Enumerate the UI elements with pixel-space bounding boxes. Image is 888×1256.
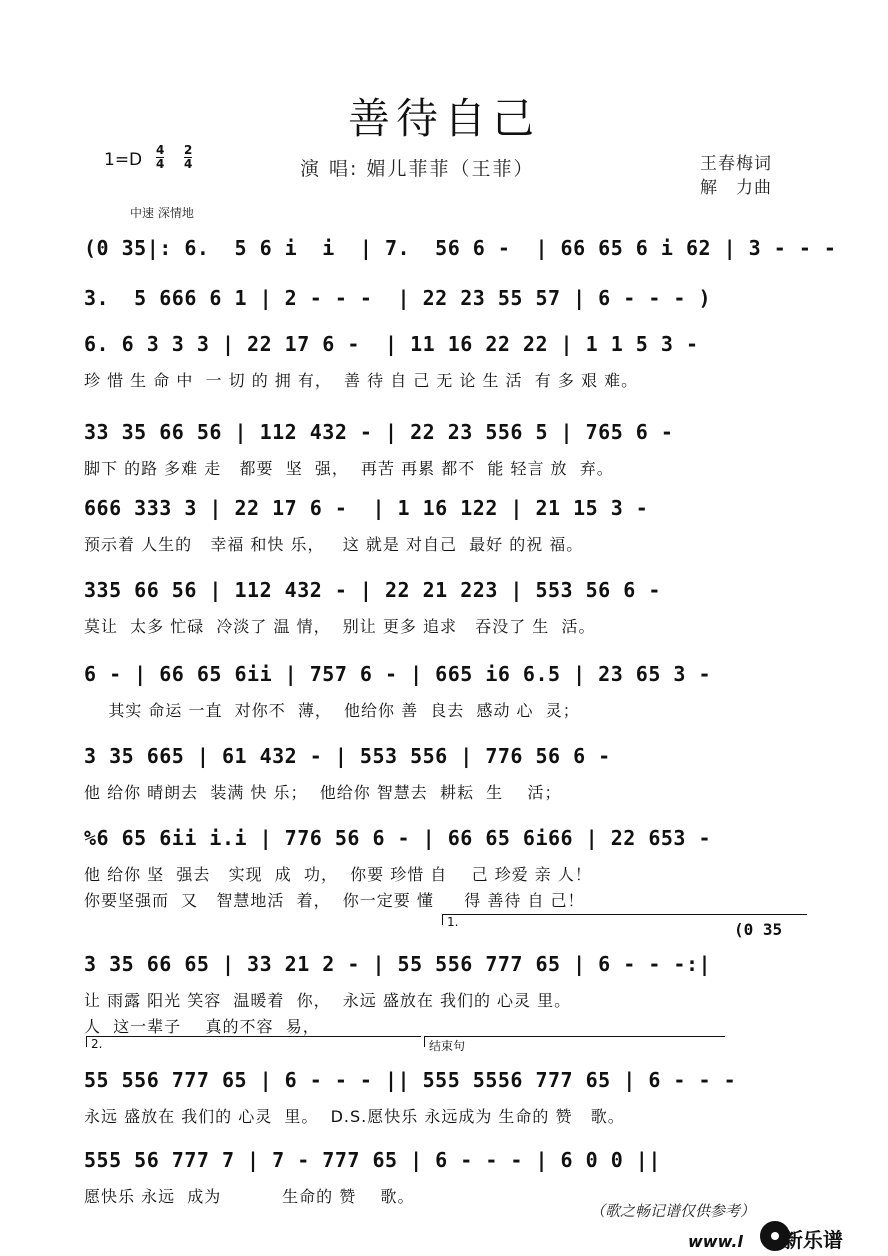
notes: 6. 6 3 3 3 | 22 17 6 - | 11 16 22 22 | 1 1 5 3 - bbox=[84, 332, 699, 356]
notes: 335 66 56 | 112 432 - | 22 21 223 | 553 56 6 - bbox=[84, 578, 661, 602]
key-signature: 1=D bbox=[104, 150, 143, 170]
tempo-marking: 中速 深情地 bbox=[130, 206, 194, 220]
time-signature-1 bbox=[156, 144, 164, 171]
site-url: www.l bbox=[688, 1232, 743, 1251]
lyric-line: 脚下 的路 多难 走 都要 坚 强， 再苦 再累 都不 能 轻言 放 弃。 bbox=[84, 459, 614, 478]
lyric-line: 莫让 太多 忙碌 冷淡了 温 情， 别让 更多 追求 吞没了 生 活。 bbox=[84, 617, 596, 636]
credits bbox=[700, 152, 772, 200]
notes: (0 35|: 6. 5 6 i i | 7. 56 6 - | 66 65 6 i 62 | 3 - - - bbox=[84, 236, 837, 260]
site-logo[interactable] bbox=[688, 1224, 843, 1253]
lyric-line: 其实 命运 一直 对你不 薄， 他给你 善 良去 感动 心 灵； bbox=[84, 701, 580, 720]
notes: 55 556 777 65 | 6 - - - || 555 5556 777 65 | 6 - - - bbox=[84, 1068, 737, 1092]
lyric-line: 愿快乐 永远 成为 生命的 赞 歌。 bbox=[84, 1187, 415, 1206]
notes: %6 65 6ii i.i | 776 56 6 - | 66 65 6i66 | 22 653 - bbox=[84, 826, 712, 850]
lyric-line: 让 雨露 阳光 笑容 温暖着 你， 永远 盛放在 我们的 心灵 里。 bbox=[84, 991, 572, 1010]
notes: 666 333 3 | 22 17 6 - | 1 16 122 | 21 15 3 - bbox=[84, 496, 649, 520]
notes: 555 56 777 7 | 7 - 777 65 | 6 - - - | 6 0 0 || bbox=[84, 1148, 661, 1172]
volta-1: 1. bbox=[442, 914, 807, 925]
meter-bottom: 4 bbox=[156, 157, 165, 171]
lyricist-credit: 王春梅词 bbox=[700, 154, 772, 174]
volta-2: 2. bbox=[86, 1036, 421, 1047]
lyric-line: 珍 惜 生 命 中 一 切 的 拥 有， 善 待 自 己 无 论 生 活 有 多 艰 难。 bbox=[84, 371, 639, 390]
score-row-9 bbox=[84, 818, 806, 928]
notes: 6 - | 66 65 6ii | 757 6 - | 665 i6 6.5 | 23 65 3 - bbox=[84, 662, 712, 686]
lyric-line: 预示着 人生的 幸福 和快 乐， 这 就是 对自己 最好 的祝 福。 bbox=[84, 535, 584, 554]
footer-note: （歌之畅记谱仅供参考） bbox=[590, 1202, 756, 1220]
repeat-pickup: (0 35 bbox=[734, 920, 783, 939]
notes: 3. 5 666 6 1 | 2 - - - | 22 23 55 57 | 6 - - - ) bbox=[84, 286, 712, 310]
song-title: 善待自己 bbox=[347, 94, 540, 143]
site-brand: 新乐谱 bbox=[782, 1228, 843, 1252]
lyric-line: 他 给你 晴朗去 装满 快 乐； 他给你 智慧去 耕耘 生 活； bbox=[84, 783, 562, 802]
notes: 3 35 66 65 | 33 21 2 - | 55 556 777 65 | 6 - - -:| bbox=[84, 952, 712, 976]
meter-top: 2 bbox=[184, 143, 193, 157]
lyric-line-2: 你要坚强而 又 智慧地活 着， 你一定要 懂 得 善待 自 己！ bbox=[84, 891, 585, 910]
notes: 3 35 665 | 61 432 - | 553 556 | 776 56 6 - bbox=[84, 744, 611, 768]
time-signature-2 bbox=[184, 144, 192, 171]
lyric-line: 永远 盛放在 我们的 心灵 里。 D.S.愿快乐 永远成为 生命的 赞 歌。 bbox=[84, 1107, 625, 1126]
lyric-line: 他 给你 坚 强去 实现 成 功， 你要 珍惜 自 己 珍爱 亲 人！ bbox=[84, 865, 592, 884]
composer-credit: 解 力曲 bbox=[700, 178, 772, 198]
notes: 33 35 66 56 | 112 432 - | 22 23 556 5 | 765 6 - bbox=[84, 420, 674, 444]
singer-credit: 演 唱: 媚儿菲菲（王菲） bbox=[300, 158, 535, 180]
lyric-line-2: 人 这一辈子 真的不容 易， bbox=[84, 1017, 320, 1036]
meter-bottom: 4 bbox=[184, 157, 193, 171]
ending-label: 结束句 bbox=[424, 1036, 725, 1047]
meter-top: 4 bbox=[156, 143, 165, 157]
